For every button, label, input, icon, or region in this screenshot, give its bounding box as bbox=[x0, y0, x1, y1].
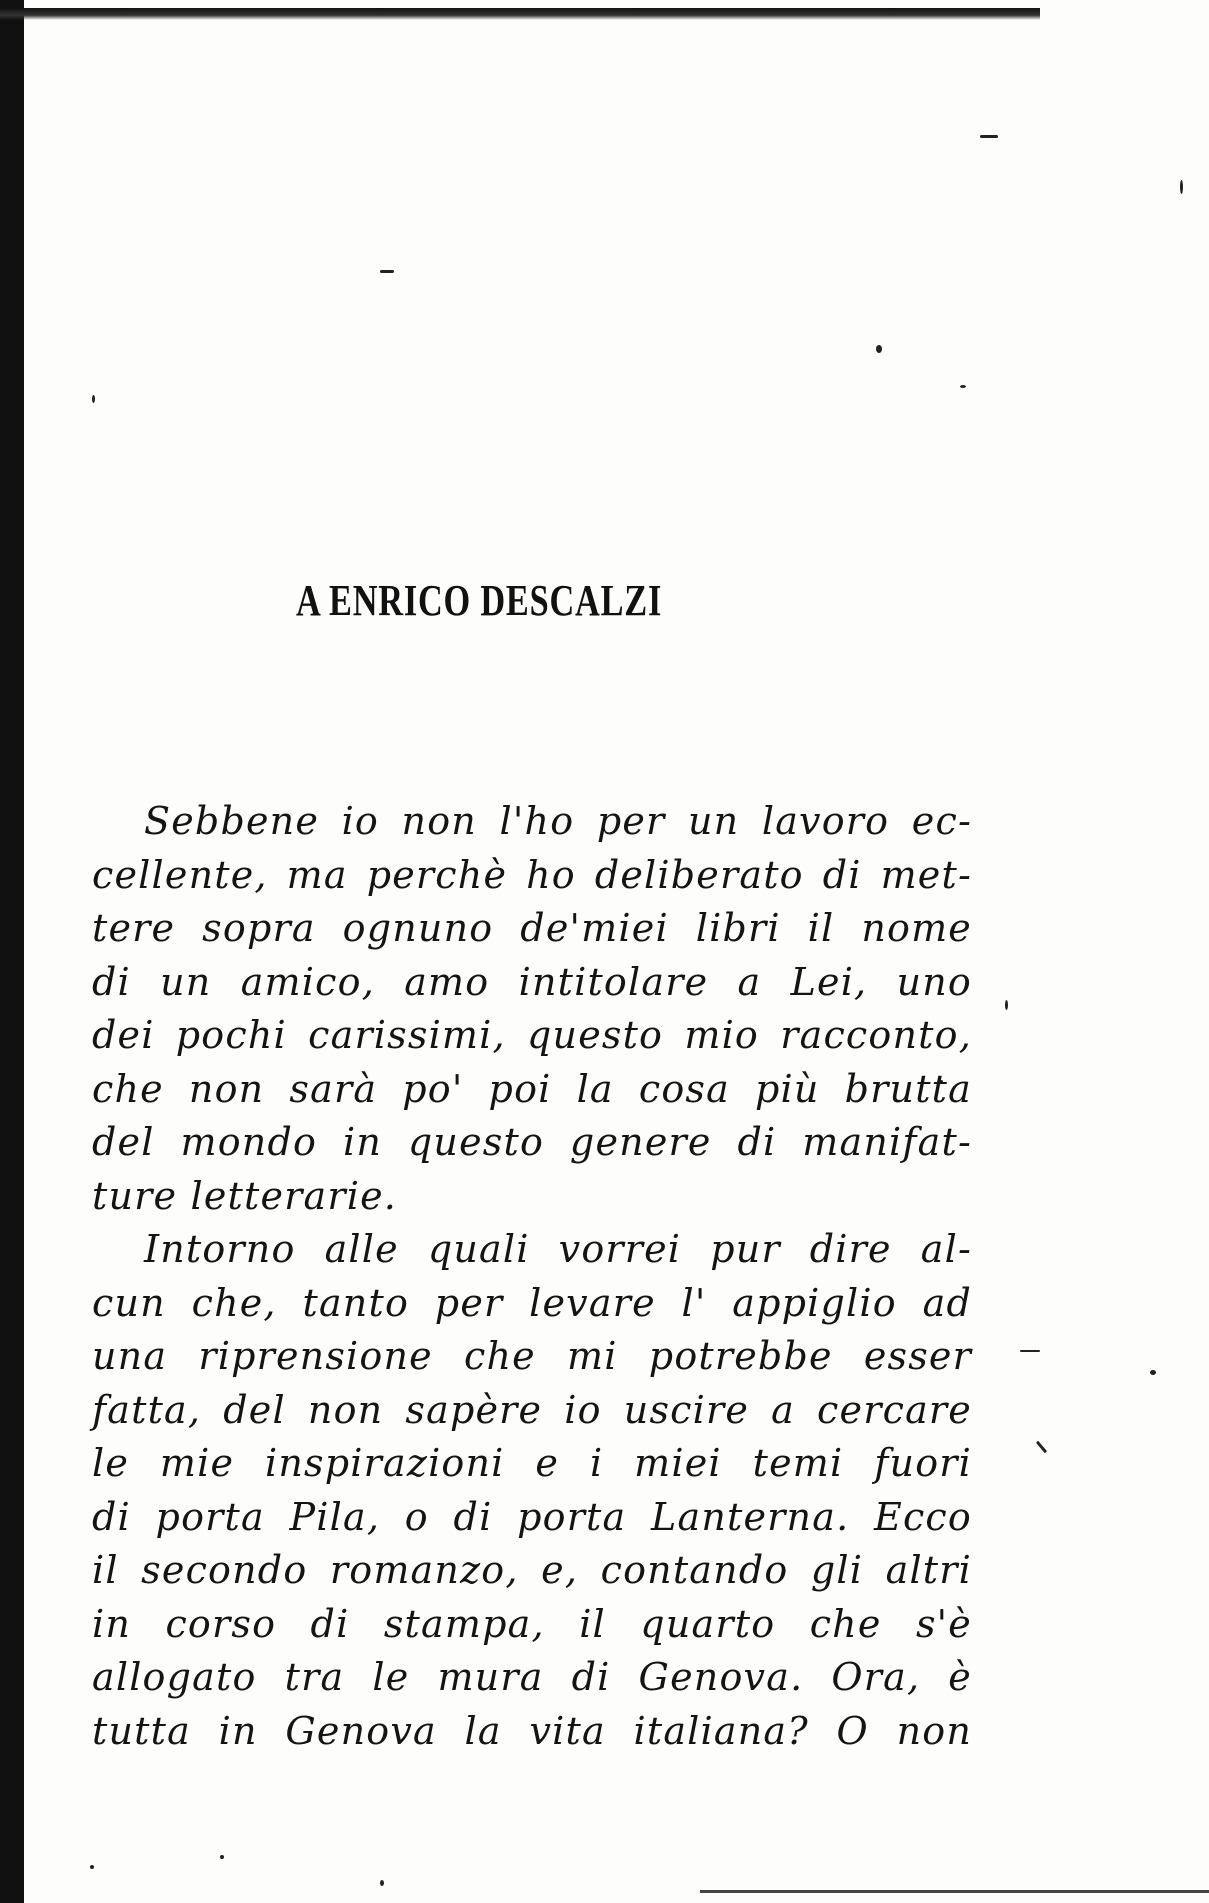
scan-speck bbox=[1180, 180, 1183, 194]
text-line: tutta in Genova la vita italiana? O non bbox=[92, 1708, 972, 1753]
scan-speck bbox=[1005, 1000, 1008, 1010]
text-line: di un amico, amo intitolare a Lei, uno bbox=[92, 959, 972, 1004]
scan-speck bbox=[980, 135, 998, 138]
text-line: tere sopra ognuno de'miei libri il nome bbox=[92, 906, 972, 950]
text-line: che non sarà po' poi la cosa più brutta bbox=[92, 1066, 972, 1111]
text-line: cun che, tanto per levare l' appiglio ad bbox=[92, 1280, 972, 1325]
scan-speck bbox=[1036, 1441, 1047, 1454]
scan-speck bbox=[380, 1880, 384, 1886]
scan-speck bbox=[1150, 1370, 1156, 1375]
scan-speck bbox=[380, 270, 394, 273]
text-line: una riprensione che mi potrebbe esser bbox=[92, 1334, 972, 1378]
text-line: cellente, ma perchè ho deliberato di met- bbox=[92, 852, 972, 897]
text-line: in corso di stampa, il quarto che s'è bbox=[92, 1601, 972, 1646]
scan-speck bbox=[960, 385, 966, 388]
text-line: di porta Pila, o di porta Lanterna. Ecco bbox=[92, 1494, 972, 1539]
binding-edge bbox=[0, 0, 24, 1903]
paragraph-2 bbox=[92, 1223, 972, 1758]
bottom-scan-edge bbox=[700, 1890, 1209, 1893]
text-line: ture letterarie. bbox=[92, 1173, 398, 1218]
paragraph-1 bbox=[92, 795, 972, 1223]
text-line: le mie inspirazioni e i miei temi fuori bbox=[92, 1441, 972, 1485]
body-text bbox=[92, 795, 972, 1758]
page-title: A ENRICO DESCALZI bbox=[296, 576, 663, 625]
scan-speck bbox=[220, 1855, 224, 1859]
text-line: del mondo in questo genere di manifat- bbox=[92, 1120, 972, 1164]
text-line: Intorno alle quali vorrei pur dire al- bbox=[144, 1227, 972, 1271]
text-line: dei pochi carissimi, questo mio racconto, bbox=[92, 1013, 972, 1057]
scan-speck bbox=[90, 1865, 94, 1869]
text-line: fatta, del non sapère io uscire a cercare bbox=[92, 1387, 972, 1432]
text-line: Sebbene io non l'ho per un lavoro ec- bbox=[144, 799, 972, 843]
scan-speck bbox=[876, 345, 882, 353]
top-scan-edge bbox=[0, 8, 1040, 20]
text-line: allogato tra le mura di Genova. Ora, è bbox=[92, 1655, 972, 1699]
scan-speck bbox=[92, 395, 95, 403]
text-line: il secondo romanzo, e, contando gli altri bbox=[92, 1548, 972, 1592]
scan-speck bbox=[1020, 1350, 1040, 1352]
